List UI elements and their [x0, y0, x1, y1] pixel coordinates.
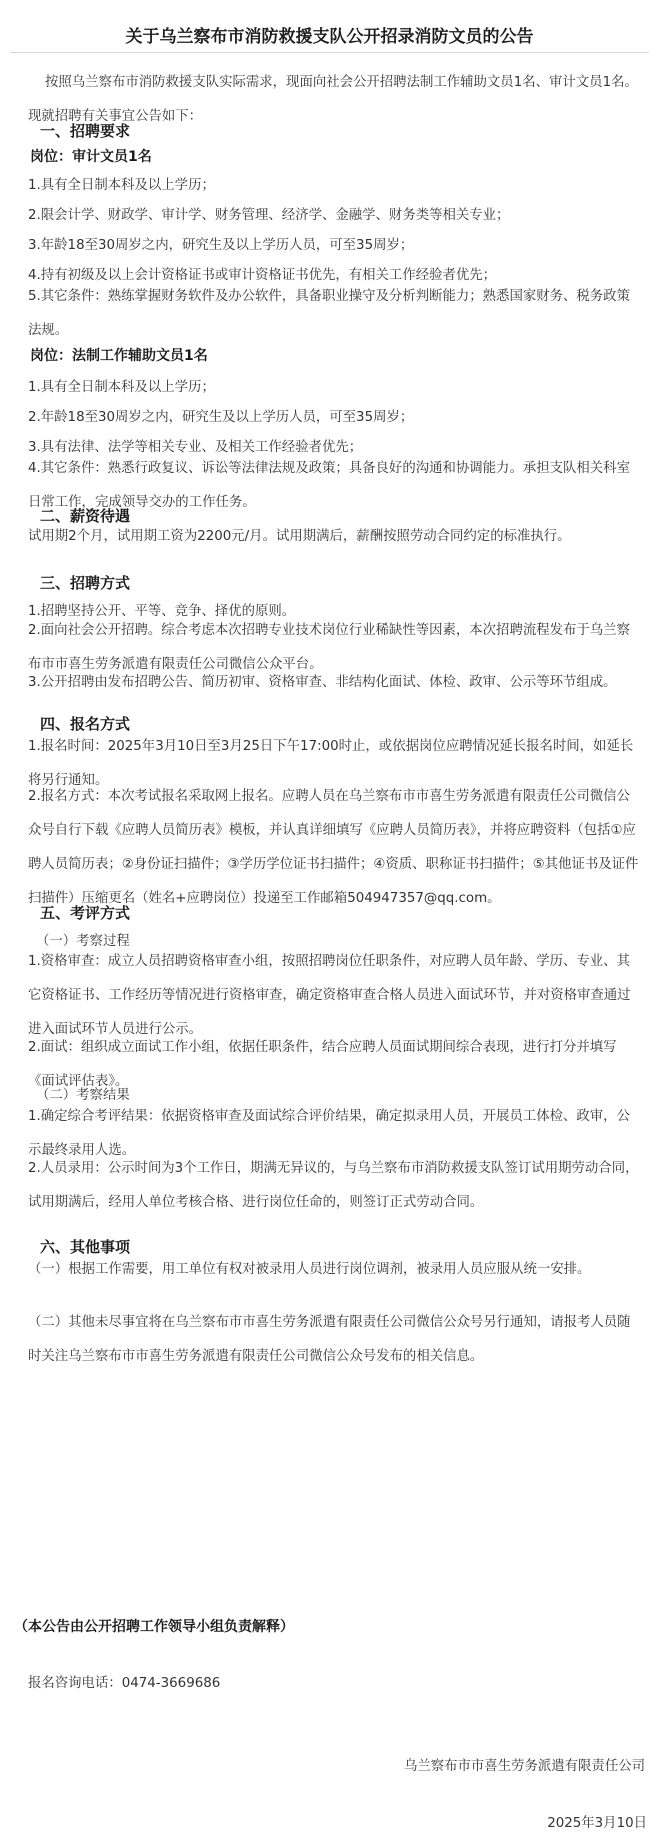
section-heading-method: 三、招聘方式: [40, 574, 131, 592]
list-item: 3.年龄18至30周岁之内，研究生及以上学历人员，可至35周岁；: [28, 238, 414, 253]
list-item: 4.持有初级及以上会计资格证书或审计资格证书优先，有相关工作经验者优先；: [28, 268, 497, 283]
list-item: 1.资格审查：成立人员招聘资格审查小组，按照招聘岗位任职条件，对应聘人员年龄、学历、专业、其它资格证书、工作经历等情况进行资格审查，确定资格审查合格人员进入面试环节，并对资格审查通过进入面试环节人员进行公示。: [28, 954, 631, 1037]
list-item: 1.具有全日制本科及以上学历；: [28, 380, 215, 395]
salary-paragraph: 试用期2个月，试用期工资为2200元/月。试用期满后，薪酬按照劳动合同约定的标准执行。: [28, 529, 571, 544]
list-item: 1.具有全日制本科及以上学历；: [28, 178, 215, 193]
subsection-heading: （一）考察过程: [36, 934, 130, 949]
section-heading-requirements: 一、招聘要求: [40, 122, 131, 140]
subsection-heading: （二）考察结果: [36, 1088, 130, 1103]
document-title: 关于乌兰察布市消防救援支队公开招录消防文员的公告: [125, 27, 534, 47]
list-item: 1.招聘坚持公开、平等、竞争、择优的原则。: [28, 604, 296, 619]
list-item: （二）其他未尽事宜将在乌兰察布市市喜生劳务派遣有限责任公司微信公众号另行通知，请报考人员随时关注乌兰察布市市喜生劳务派遣有限责任公司微信公众号发布的相关信息。: [28, 1315, 631, 1364]
title-divider: [10, 52, 649, 53]
list-item: 5.其它条件：熟练掌握财务软件及办公软件，具备职业操守及分析判断能力；熟悉国家财务、税务政策法规。: [28, 289, 630, 338]
list-item: 4.其它条件：熟悉行政复议、诉讼等法律法规及政策；具备良好的沟通和协调能力。承担支队相关科室日常工作，完成领导交办的工作任务。: [28, 461, 630, 510]
list-item: （一）根据工作需要，用工单位有权对被录用人员进行岗位调剂，被录用人员应服从统一安排。: [28, 1262, 591, 1277]
post-heading-legal: 岗位：法制工作辅助文员1名: [30, 348, 208, 364]
contact-phone: 报名咨询电话：0474-3669686: [28, 1676, 221, 1691]
list-item: 2.限会计学、财政学、审计学、财务管理、经济学、金融学、财务类等相关专业；: [28, 208, 510, 223]
section-heading-evaluation: 五、考评方式: [40, 904, 131, 922]
explanation-note: （本公告由公开招聘工作领导小组负责解释）: [14, 1619, 294, 1635]
section-heading-salary: 二、薪资待遇: [40, 507, 131, 525]
list-item: 1.确定综合考评结果：依据资格审查及面试综合评价结果，确定拟录用人员，开展员工体检、政审，公示最终录用人选。: [28, 1109, 630, 1158]
post-heading-audit: 岗位：审计文员1名: [30, 149, 152, 165]
list-item: 2.人员录用：公示时间为3个工作日，期满无异议的，与乌兰察布市消防救援支队签订试用期劳动合同，试用期满后，经用人单位考核合格、进行岗位任命的，则签订正式劳动合同。: [28, 1161, 639, 1210]
issuer-name: 乌兰察布市市喜生劳务派遣有限责任公司: [403, 1759, 645, 1774]
intro-paragraph: 按照乌兰察布市消防救援支队实际需求，现面向社会公开招聘法制工作辅助文员1名、审计文员1名。 现就招聘有关事宜公告如下：: [28, 75, 643, 124]
list-item: 2.面试：组织成立面试工作小组，依据任职条件，结合应聘人员面试期间综合表现，进行打分并填写《面试评估表》。: [28, 1040, 617, 1089]
list-item: 2.年龄18至30周岁之内，研究生及以上学历人员，可至35周岁；: [28, 410, 414, 425]
list-item: 1.报名时间：2025年3月10日至3月25日下午17:00时止，或依据岗位应聘情况延长报名时间，如延长将另行通知。: [28, 739, 634, 788]
section-heading-other: 六、其他事项: [40, 1238, 131, 1256]
list-item: 2.面向社会公开招聘。综合考虑本次招聘专业技术岗位行业稀缺性等因素，本次招聘流程发布于乌兰察布市市喜生劳务派遣有限责任公司微信公众平台。: [28, 623, 630, 672]
list-item: 2.报名方式：本次考试报名采取网上报名。应聘人员在乌兰察布市市喜生劳务派遣有限责任公司微信公众号自行下载《应聘人员简历表》模板，并认真详细填写《应聘人员简历表》，并将应聘资料（包括①应聘人员简历表；②身份证扫描件；③学历学位证书扫描件；④资质、职称证书扫描件；⑤其他证书及证件扫描件）压缩更名（姓名+应聘岗位）投递至工作邮箱504947357@qq.com。: [28, 789, 639, 906]
list-item: 3.具有法律、法学等相关专业、及相关工作经验者优先；: [28, 440, 363, 455]
list-item: 3.公开招聘由发布招聘公告、简历初审、资格审查、非结构化面试、体检、政审、公示等环节组成。: [28, 675, 617, 690]
section-heading-registration: 四、报名方式: [40, 715, 131, 733]
issue-date: 2025年3月10日: [547, 1816, 647, 1831]
